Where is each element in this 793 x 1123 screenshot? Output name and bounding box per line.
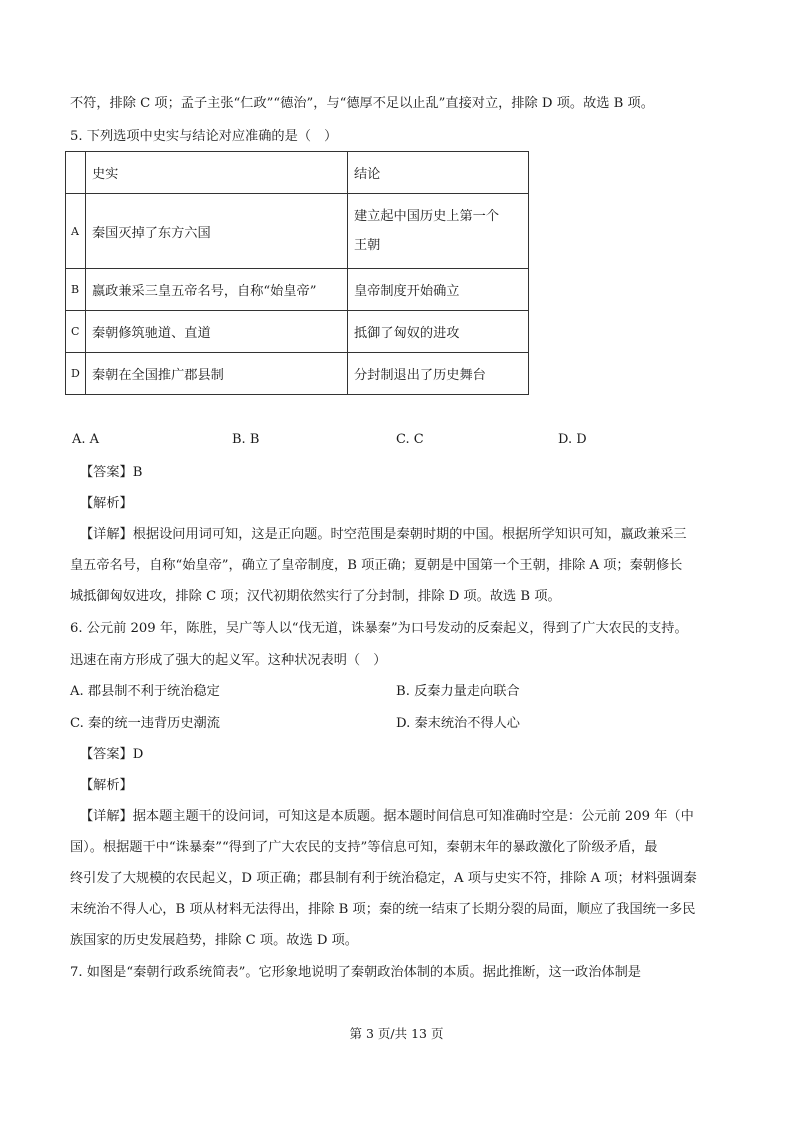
q6-stem-line: 迅速在南方形成了强大的起义军。这种状况表明（ ） [70, 653, 387, 668]
q5-analysis-label: 【解析】 [80, 496, 133, 511]
q5-option-c: C. C [396, 432, 424, 447]
q5-answer: 【答案】B [80, 465, 143, 480]
row-conclusion-line: 建立起中国历史上第一个 [354, 209, 500, 224]
q5-table [65, 151, 529, 395]
table-header-key [66, 152, 86, 194]
row-conclusion-line: 王朝 [354, 238, 381, 253]
table-row-c [66, 311, 529, 353]
table-header-fact: 史实 [86, 152, 348, 194]
q6-option-d: D. 秦末统治不得人心 [396, 716, 520, 731]
intro-line: 不符，排除 C 项；孟子主张“仁政”“德治”，与“德厚不足以止乱”直接对立，排除 D 项。故选 B 项。 [70, 96, 654, 111]
row-key: B [66, 269, 86, 311]
row-conclusion: 抵御了匈奴的进攻 [348, 311, 529, 353]
q6-detail-line: 【详解】据本题主题干的设问词，可知这是本质题。据本题时间信息可知准确时空是：公元前 209 年（中 [80, 809, 694, 824]
q5-detail-line: 【详解】根据设问用词可知，这是正向题。时空范围是秦朝时期的中国。根据所学知识可知，嬴政兼采三 [80, 527, 687, 542]
row-conclusion: 皇帝制度开始确立 [348, 269, 529, 311]
q5-detail-line: 皇五帝名号，自称“始皇帝”，确立了皇帝制度，B 项正确；夏朝是中国第一个王朝，排除 A 项；秦朝修长 [70, 558, 683, 573]
table-header-row [66, 152, 529, 194]
row-fact: 嬴政兼采三皇五帝名号，自称“始皇帝” [86, 269, 348, 311]
q6-detail-line: 末统治不得人心，B 项从材料无法得出，排除 B 项；秦的统一结束了长期分裂的局面，顺应了我国统一多民 [70, 902, 696, 917]
row-fact: 秦国灭掉了东方六国 [86, 194, 348, 269]
row-key: C [66, 311, 86, 353]
q5-detail-line: 城抵御匈奴进攻，排除 C 项；汉代初期依然实行了分封制，排除 D 项。故选 B 项。 [70, 589, 561, 604]
row-key: A [66, 194, 86, 269]
q6-detail-line: 族国家的历史发展趋势，排除 C 项。故选 D 项。 [70, 933, 358, 948]
row-fact: 秦朝修筑驰道、直道 [86, 311, 348, 353]
q6-detail-line: 终引发了大规模的农民起义，D 项正确；郡县制有利于统治稳定，A 项与史实不符，排除 A 项；材料强调秦 [70, 871, 697, 886]
q5-option-b: B. B [232, 432, 260, 447]
q6-answer: 【答案】D [80, 747, 144, 762]
q7-stem: 7. 如图是“秦朝行政系统简表”。它形象地说明了秦朝政治体制的本质。据此推断，这一政治体制是 [70, 965, 641, 980]
page-number-footer: 第 3 页/共 13 页 [349, 1026, 444, 1041]
row-key: D [66, 353, 86, 395]
q5-stem: 5. 下列选项中史实与结论对应准确的是（ ） [70, 129, 338, 144]
table-row-d [66, 353, 529, 395]
q6-option-c: C. 秦的统一违背历史潮流 [70, 716, 220, 731]
q6-option-a: A. 郡县制不利于统治稳定 [70, 684, 220, 699]
row-fact: 秦朝在全国推广郡县制 [86, 353, 348, 395]
row-conclusion: 分封制退出了历史舞台 [348, 353, 529, 395]
q6-detail-line: 国）。根据题干中“诛暴秦”“得到了广大农民的支持”等信息可知，秦朝末年的暴政激化了阶级矛盾，最 [70, 840, 658, 855]
q6-stem-line: 6. 公元前 209 年，陈胜，吴广等人以“伐无道，诛暴秦”为口号发动的反秦起义，得到了广大农民的支持。 [70, 621, 688, 636]
table-row-b [66, 269, 529, 311]
q6-analysis-label: 【解析】 [80, 778, 133, 793]
q6-option-b: B. 反秦力量走向联合 [396, 684, 520, 699]
q5-option-a: A. A [72, 432, 100, 447]
q5-option-d: D. D [558, 432, 587, 447]
row-conclusion [348, 194, 529, 269]
table-row-a [66, 194, 529, 269]
table-header-conclusion: 结论 [348, 152, 529, 194]
